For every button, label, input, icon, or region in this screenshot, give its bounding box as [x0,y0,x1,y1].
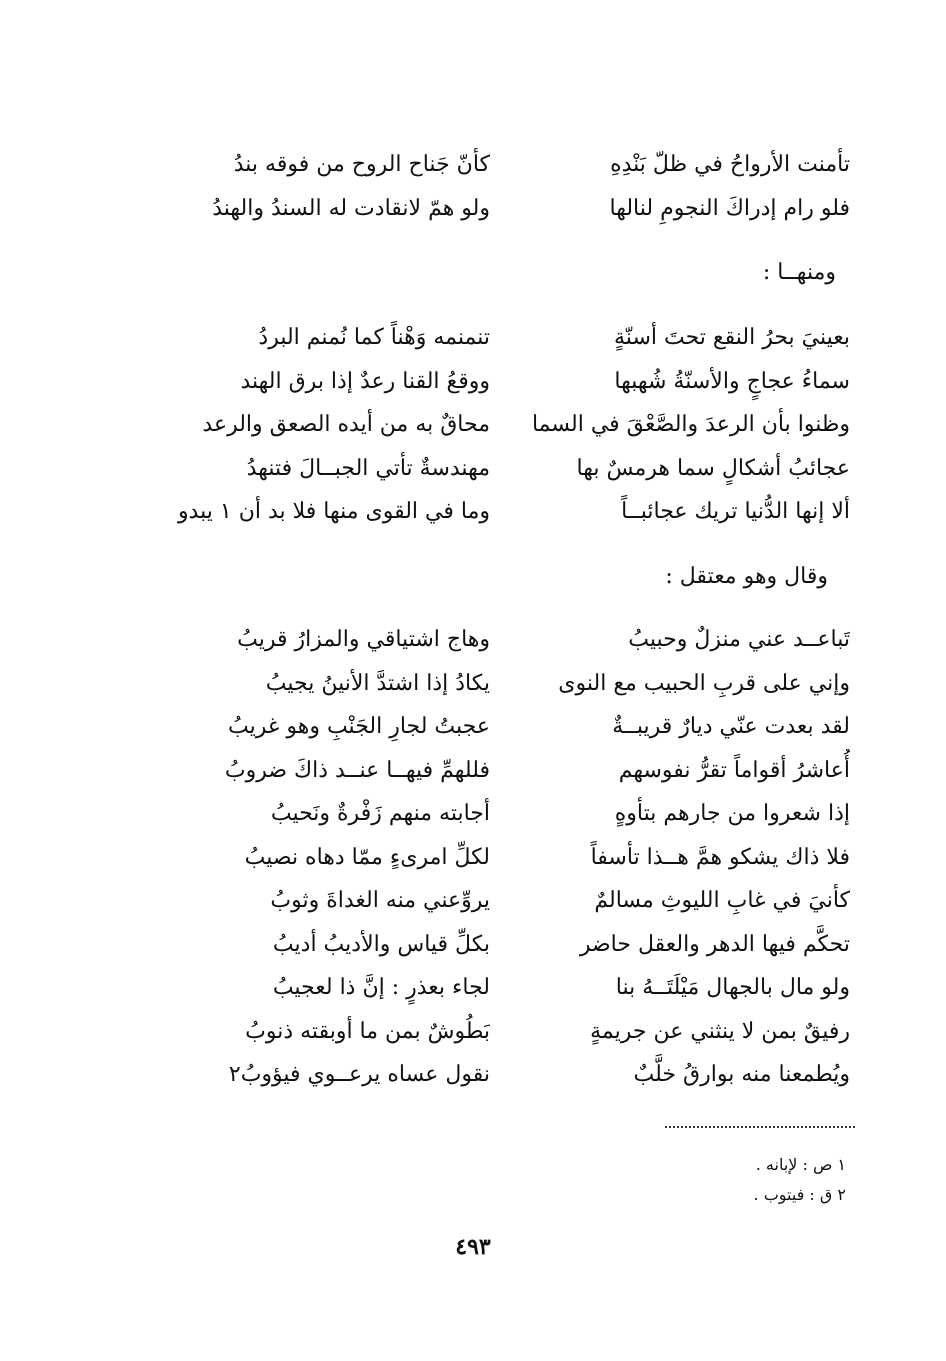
verse-first-hemistich: بعينيَ بحرُ النقع تحتَ أسنّةٍ [614,325,850,350]
page-number: ٤٩٣ [455,1234,491,1260]
footnote-separator [665,1126,855,1128]
verse-first-hemistich: تأمنت الأرواحُ في ظلّ بَنْدِهِ [610,152,850,177]
footnotes [754,1150,846,1210]
footnote: ١ ص : لإبانه . [755,1155,846,1174]
verse-line [160,403,850,447]
footnote: ٢ ق : فيتوب . [753,1185,846,1204]
verse-second-hemistich: يكادُ إذا اشتدَّ الأنينُ يجيبُ [265,670,490,696]
verse-first-hemistich: كأنيَ في غابِ الليوثِ مسالمٌ [594,888,850,913]
verse-first-hemistich: سماءُ عجاجٍ والأسنّةُ شُهبها [614,368,850,394]
verse-first-hemistich: وإني على قربِ الحبيب مع النوى [558,670,850,696]
verse-second-hemistich: وما في القوى منها فلا بد أن ١ يبدو [177,499,490,524]
verse-second-hemistich: كأنّ جَناح الروح من فوقه بندُ [233,152,490,177]
verse-first-hemistich: عجائبُ أشكالٍ سما هرمسٌ بها [576,455,850,481]
poem-block-3 [160,618,850,1097]
verse-first-hemistich: تحكَّم فيها الدهر والعقل حاضر [579,931,850,957]
verse-line [160,316,850,360]
section-heading: ومنهــا : [762,260,836,285]
verse-line [160,749,850,793]
section-heading: وقال وهو معتقل : [665,564,828,589]
verse-second-hemistich: نقول عساه يرعــوي فيؤوبُ٢ [228,1062,490,1087]
verse-line [160,447,850,491]
verse-second-hemistich: لجاء بعذرٍ : إنَّ ذا لعجيبُ [272,975,490,1000]
verse-line [160,187,850,231]
verse-line [160,490,850,534]
verse-second-hemistich: تنمنمه وَهْناً كما نُمنم البردُ [258,325,490,350]
verse-first-hemistich: رفيقٌ بمن لا ينثني عن جريمةٍ [590,1018,850,1044]
verse-second-hemistich: فللهمِّ فيهــا عنــد ذاكَ ضروبُ [224,757,490,783]
verse-first-hemistich: أُعاشرُ أقواماً تقرُّ نفوسهم [618,757,850,783]
poem-block-1 [160,143,850,230]
verse-line [160,879,850,923]
poem-block-2 [160,316,850,534]
verse-second-hemistich: أجابته منهم زَفْرةٌ ونَحيبُ [270,801,490,826]
verse-second-hemistich: وهاج اشتياقي والمزارُ قريبُ [237,627,490,652]
verse-line [160,143,850,187]
verse-second-hemistich: محاقٌ به من أيده الصعق والرعد [202,412,490,437]
verse-first-hemistich: ولو مال بالجهال مَيْلَتَــهُ بنا [615,975,850,1000]
verse-second-hemistich: يروِّعني منه الغداةَ وثوبُ [270,888,490,913]
verse-line [160,618,850,662]
verse-first-hemistich: فلو رام إدراكَ النجومِ لنالها [609,195,850,221]
verse-first-hemistich: فلا ذاك يشكو همَّ هــذا تأسفاً [590,844,850,870]
verse-first-hemistich: تَباعــد عني منزلٌ وحبيبُ [628,627,850,652]
verse-line [160,966,850,1010]
verse-line [160,662,850,706]
verse-first-hemistich: لقد بعدت عنّي ديارٌ قريبــةٌ [612,714,850,739]
verse-line [160,836,850,880]
verse-line [160,1053,850,1097]
verse-second-hemistich: ولو همّ لانقادت له السندُ والهندُ [212,195,490,221]
verse-first-hemistich: وظنوا بأن الرعدَ والصَّعْقَ في السما [531,412,850,437]
verse-line [160,923,850,967]
verse-second-hemistich: بَطُوشٌ بمن ما أوبقته ذنوبُ [245,1018,490,1044]
verse-first-hemistich: ويُطمعنا منه بوارقُ خلَّبٌ [633,1062,850,1087]
verse-first-hemistich: إذا شعروا من جارهم بتأوهٍ [614,801,850,826]
verse-second-hemistich: مهندسةٌ تأتي الجبــالَ فتنهدُ [246,455,490,481]
verse-line [160,792,850,836]
verse-second-hemistich: عجبتُ لجارِ الجَنْبِ وهو غريبُ [228,714,490,739]
verse-line [160,1010,850,1054]
verse-second-hemistich: ووقعُ القنا رعدٌ إذا برق الهند [240,368,490,394]
verse-second-hemistich: بكلِّ قياس والأديبُ أديبُ [272,931,490,957]
verse-line [160,705,850,749]
verse-first-hemistich: ألا إنها الدُّنيا تريك عجائبــاً [621,499,850,524]
verse-second-hemistich: لكلِّ امرىءٍ ممّا دهاه نصيبُ [244,844,490,870]
verse-line [160,360,850,404]
